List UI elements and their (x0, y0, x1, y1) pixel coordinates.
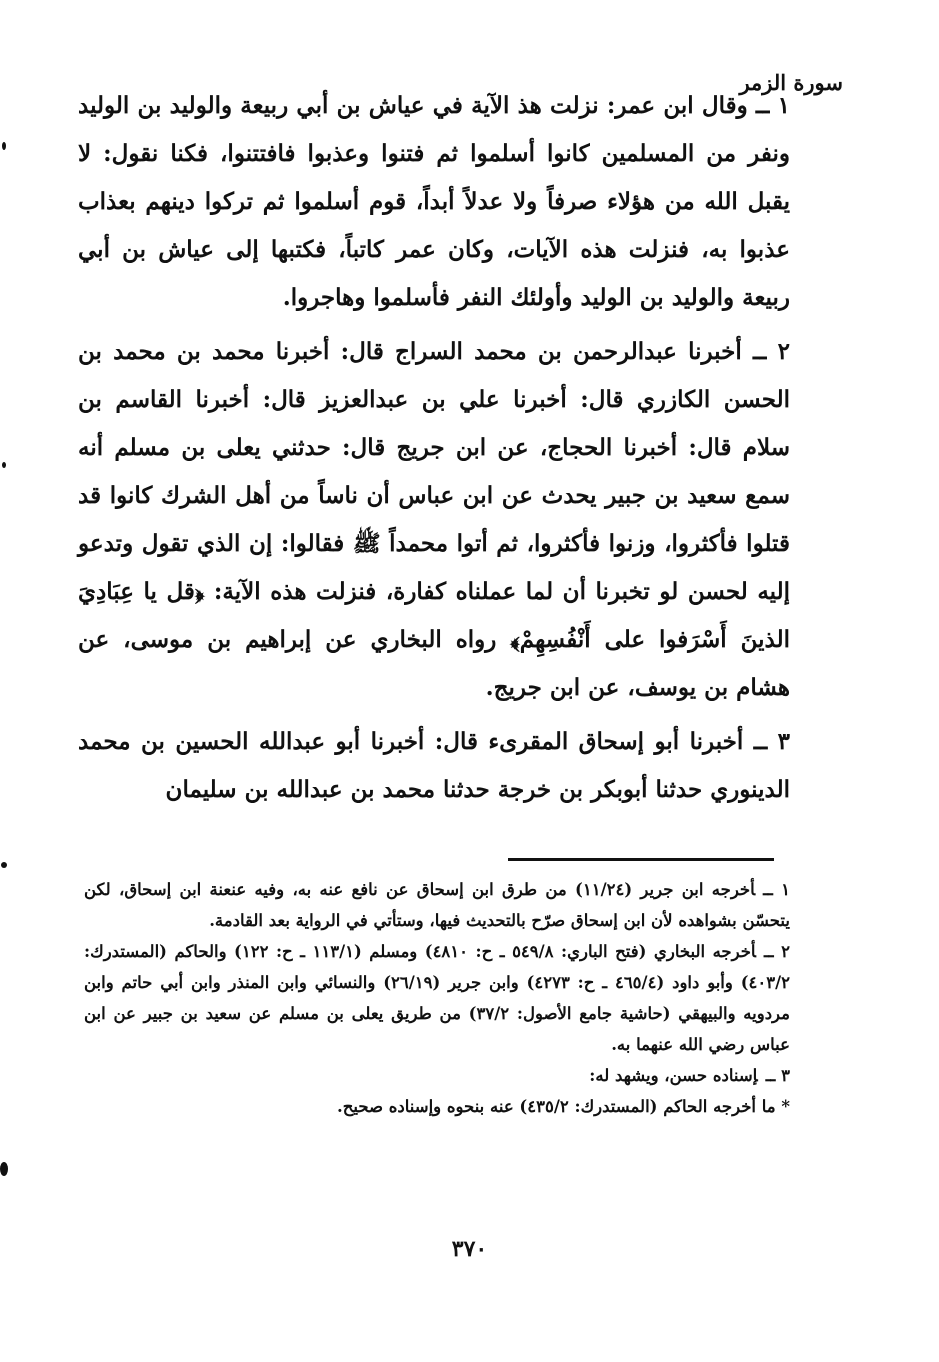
footnote-text: أخرجه ابن جرير (١١/٢٤) من طرق ابن إسحاق عن نافع عنه به، وفيه عنعنة ابن إسحاق، لكن يتحسّن بشواهده لأن ابن إسحاق صرّح بالتحديث فيها، وستأتي في الرواية بعد القادمة. (84, 880, 790, 930)
scan-speck-3 (1, 862, 7, 868)
footnote-3 (84, 1060, 790, 1091)
running-header: سورة الزمر (739, 70, 843, 95)
footnote-divider (508, 858, 774, 861)
footnote-1 (84, 874, 790, 936)
paragraph-1: ١ ــ وقال ابن عمر: نزلت هذ الآية في عياش بن أبي ربيعة والوليد بن الوليد ونفر من المسلمين كانوا أسلموا ثم فتنوا وعذبوا فافتتنوا، فكنا نقول: لا يقبل الله من هؤلاء صرفاً ولا عدلاً أبداً، قوم أسلموا ثم تركوا دينهم بعذاب عذبوا به، فنزلت هذه الآيات، وكان عمر كاتباً، فكتبها إلى عياش بن أبي ربيعة والوليد بن الوليد وأولئك النفر فأسلموا وهاجروا. (78, 92, 790, 311)
footnote-number: ٢ ــ (763, 942, 790, 961)
footnotes (84, 874, 790, 1122)
page-number: ٣٧٠ (451, 1236, 488, 1262)
footnote-3-sub (84, 1091, 790, 1122)
footnote-number: ١ ــ (763, 880, 790, 899)
main-text (78, 82, 790, 820)
footnote-number: ٣ ــ (765, 1066, 790, 1085)
scan-speck-1 (2, 142, 6, 150)
footnote-2 (84, 936, 790, 1060)
paragraph-3: ٣ ــ أخبرنا أبو إسحاق المقرىء قال: أخبرنا أبو عبدالله الحسين بن محمد الدينوري حدثنا أبوبكر بن خرجة حدثنا محمد بن عبدالله بن سليمان (78, 728, 790, 803)
footnote-text: * ما أخرجه الحاكم (المستدرك: ٤٣٥/٢) عنه بنحوه وإسناده صحيح. (336, 1097, 790, 1116)
paragraph-2: ٢ ــ أخبرنا عبدالرحمن بن محمد السراج قال: أخبرنا محمد بن محمد بن الحسن الكازري قال: أخبرنا علي بن عبدالعزيز قال: أخبرنا القاسم بن سلام قال: أخبرنا الحجاج، عن ابن جريج قال: حدثني يعلى بن مسلم أنه سمع سعيد بن جبير يحدث عن ابن عباس أن ناساً من أهل الشرك كانوا قد قتلوا فأكثروا، وزنوا فأكثروا، ثم أتوا محمداً ﷺ فقالوا: إن الذي تقول وتدعو إليه لحسن لو تخبرنا أن لما عملناه كفارة، فنزلت هذه الآية: ﴿قل يا عِبَادِيَ الذينَ أَسْرَفوا على أَنْفُسِهِمْ﴾ رواه البخاري عن إبراهيم بن موسى، عن هشام بن يوسف، عن ابن جريج. (78, 338, 790, 701)
scan-speck-2 (2, 462, 6, 468)
scan-speck-4 (0, 1162, 8, 1176)
footnote-text: إسناده حسن، ويشهد له: (589, 1066, 758, 1085)
footnote-text: أخرجه البخاري (فتح الباري: ٥٤٩/٨ ـ ح: ٤٨١٠) ومسلم (١١٣/١ ـ ح: ١٢٢) والحاكم (المستدرك: ٤٠٣/٢) وأبو داود (٤٦٥/٤ ـ ح: ٤٢٧٣) وابن جرير (٢٦/١٩) والنسائي وابن المنذر وابن أبي حاتم وابن مردويه والبيهقي (حاشية جامع الأصول: ٣٧/٢) من طريق يعلى بن مسلم عن سعيد بن جبير عن ابن عباس رضي الله عنهما به. (84, 942, 790, 1054)
